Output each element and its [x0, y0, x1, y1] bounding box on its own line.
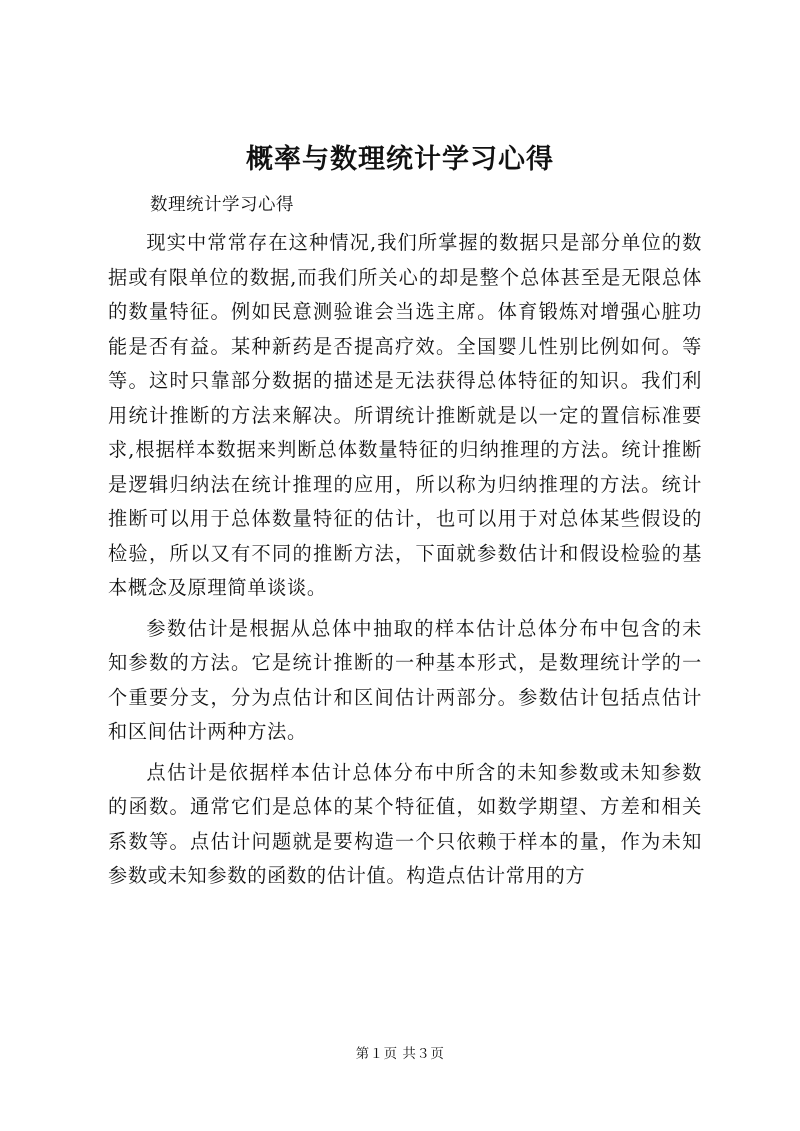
document-subtitle: 数理统计学习心得	[150, 195, 294, 215]
paragraph-point-estimation: 点估计是依据样本估计总体分布中所含的未知参数或未知参数的函数。通常它们是总体的某个特征值，如数学期望、方差和相关系数等。点估计问题就是要构造一个只依赖于样本的量，作为未知参数或未知参数的函数的估计值。构造点估计常用的方	[108, 760, 702, 887]
page-number-footer: 第１页 共３页	[355, 1046, 445, 1062]
page-title: 概率与数理统计学习心得	[246, 144, 554, 175]
paragraph-parameter-estimation: 参数估计是根据从总体中抽取的样本估计总体分布中包含的未知参数的方法。它是统计推断的一种基本形式，是数理统计学的一个重要分支，分为点估计和区间估计两部分。参数估计包括点估计和区间估计两种方法。	[108, 616, 702, 743]
paragraph-intro: 现实中常常存在这种情况,我们所掌握的数据只是部分单位的数据或有限单位的数据,而我们所关心的却是整个总体甚至是无限总体的数量特征。例如民意测验谁会当选主席。体育锻炼对增强心脏功能是否有益。某种新药是否提高疗效。全国婴儿性别比例如何。等等。这时只靠部分数据的描述是无法获得总体特征的知识。我们利用统计推断的方法来解决。所谓统计推断就是以一定的置信标准要求,根据样本数据来判断总体数量特征的归纳推理的方法。统计推断是逻辑归纳法在统计推理的应用，所以称为归纳推理的方法。统计推断可以用于总体数量特征的估计，也可以用于对总体某些假设的检验，所以又有不同的推断方法，下面就参数估计和假设检验的基本概念及原理简单谈谈。	[108, 231, 702, 599]
document-body	[108, 190, 702, 894]
